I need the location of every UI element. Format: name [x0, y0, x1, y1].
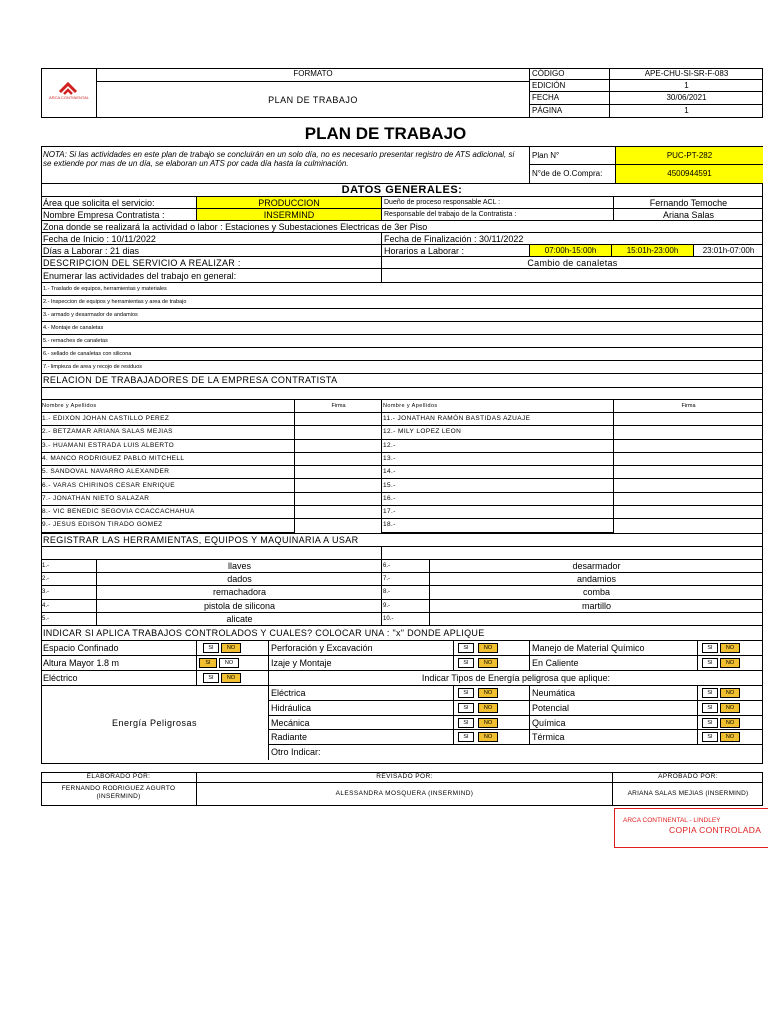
codigo-value: APE-CHU-SI-SR-F-083: [610, 68, 763, 80]
oc-label: N°de de O.Compra:: [530, 165, 616, 183]
worker-firma: [614, 480, 763, 493]
edicion-label: EDICIÓN: [530, 80, 610, 92]
ctrl-electrico-label: Eléctrico: [41, 671, 197, 686]
activity-item: 4.- Montaje de canaletas: [41, 322, 763, 335]
tool-name: comba: [430, 586, 763, 600]
worker-firma: [295, 426, 382, 439]
controlados-title: INDICAR SI APLICA TRABAJOS CONTROLADOS Y CUALES? COLOCAR UNA : "x" DONDE APLIQUE: [41, 627, 763, 641]
energia-radiante-no[interactable]: NO: [478, 732, 498, 742]
tool-number: 9.-: [382, 600, 430, 613]
worker-row: 17.-: [382, 506, 614, 519]
ctrl-altura-label: Altura Mayor 1.8 m: [41, 656, 197, 671]
ctrl-caliente-label: En Caliente: [530, 656, 698, 671]
tool-number: 5.-: [41, 613, 97, 626]
energia-mecanica-no[interactable]: NO: [478, 718, 498, 728]
pagina-value: 1: [684, 106, 689, 115]
dueno-label: Dueño de proceso responsable ACL :: [382, 197, 614, 209]
copia-controlada-stamp: [614, 808, 768, 848]
fecha-value: 30/06/2021: [610, 92, 763, 105]
stamp-line-2: COPIA CONTROLADA: [669, 825, 762, 835]
area-value: PRODUCCION: [197, 197, 382, 209]
ctrl-espacio-label: Espacio Confinado: [41, 641, 197, 656]
energia-right-options: [698, 686, 763, 701]
worker-firma: [614, 453, 763, 466]
worker-row: 16.-: [382, 493, 614, 506]
descripcion-label: DESCRIPCION DEL SERVICIO A REALIZAR :: [41, 257, 382, 269]
relacion-blank: [41, 388, 763, 400]
ctrl-espacio-no[interactable]: NO: [221, 643, 241, 653]
tool-name: desarmador: [430, 560, 763, 573]
worker-row: 13.-: [382, 453, 614, 466]
elaborado-label: ELABORADO POR:: [41, 772, 197, 783]
tool-number: 3.-: [41, 586, 97, 600]
worker-row: 12.-: [382, 440, 614, 453]
activity-item: 6.- sellado de canaletas con silicona: [41, 348, 763, 361]
ctrl-espacio-si[interactable]: SI: [203, 643, 219, 653]
responsable-value: Ariana Salas: [614, 209, 763, 221]
energia-right-options: [698, 730, 763, 745]
energia-mid-options: [454, 701, 530, 716]
worker-row: 6.- VARAS CHIRINOS CESAR ENRIQUE: [41, 480, 295, 493]
worker-row: 8.- VIC BENEDIC SEGOVIA CCACCACHAHUA: [41, 506, 295, 519]
tool-number: 2.-: [41, 573, 97, 586]
worker-firma: [614, 440, 763, 453]
worker-row: 18.-: [382, 519, 614, 533]
energia-label: Energía Peligrosas: [41, 686, 269, 760]
pagina-label: PÁGINA: [530, 105, 610, 118]
tool-number: 1.-: [41, 560, 97, 573]
tool-name: remachadora: [97, 586, 382, 600]
activity-item: 2.- Inspeccion de equipos y herramientas y area de trabajo: [41, 296, 763, 309]
tool-name: llaves: [97, 560, 382, 573]
workers-header-firma-left: Firma: [295, 400, 382, 413]
ctrl-altura-options: [197, 656, 269, 671]
energia-right-options: [698, 701, 763, 716]
worker-row: 15.-: [382, 480, 614, 493]
responsable-label: Responsable del trabajo de la Contratista :: [382, 209, 614, 221]
tool-name: pistola de silicona: [97, 600, 382, 613]
ctrl-electrico-options: [197, 671, 269, 686]
energia-radiante-si[interactable]: SI: [458, 732, 474, 742]
worker-row: 9.- JESUS EDISON TIRADO GOMEZ: [41, 519, 295, 533]
doc-title: PLAN DE TRABAJO: [97, 82, 530, 118]
worker-firma: [614, 426, 763, 439]
ctrl-electrico-no[interactable]: NO: [221, 673, 241, 683]
energia-mid-label: Mecánica: [269, 716, 454, 730]
tool-number: 10.-: [382, 613, 430, 626]
tool-name: alicate: [97, 613, 382, 626]
energia-title: Indicar Tipos de Energía peligrosa que aplique:: [269, 671, 763, 686]
relacion-title: RELACION DE TRABAJADORES DE LA EMPRESA CONTRATISTA: [41, 374, 763, 388]
worker-row: 1.- EDIXON JOHAN CASTILLO PEREZ: [41, 413, 295, 426]
ctrl-caliente-si[interactable]: SI: [702, 658, 718, 668]
datos-title: DATOS GENERALES:: [41, 183, 763, 197]
elaborado-cell: [41, 783, 197, 806]
energia-mid-label: Radiante: [269, 730, 454, 745]
activity-item: 5.- remaches de canaletas: [41, 335, 763, 348]
worker-row: 3.- HUAMANI ESTRADA LUIS ALBERTO: [41, 440, 295, 453]
worker-firma: [614, 466, 763, 479]
worker-firma: [614, 493, 763, 506]
worker-firma: [614, 413, 763, 426]
energia-potencial-no[interactable]: NO: [720, 703, 740, 713]
ctrl-altura-no[interactable]: NO: [219, 658, 239, 668]
workers-header-nombre-left: Nombre y Apellidos: [41, 400, 295, 413]
ctrl-altura-si[interactable]: SI: [199, 658, 217, 668]
plan-label: Plan N°: [530, 147, 616, 165]
horario-2: 15:01h-23:00h: [612, 245, 694, 257]
energia-mid-label: Hidráulica: [269, 701, 454, 716]
elaborado-company: (INSERMIND): [96, 793, 141, 800]
ctrl-espacio-options: [197, 641, 269, 656]
energia-mid-options: [454, 686, 530, 701]
worker-firma: [614, 506, 763, 519]
worker-row: 12.- MILY LOPEZ LEON: [382, 426, 614, 439]
worker-firma: [295, 453, 382, 466]
worker-firma: [295, 413, 382, 426]
dueno-value: Fernando Temoche: [614, 197, 763, 209]
activity-item: 3.- armado y desarmador de andamios: [41, 309, 763, 322]
worker-row: 5. SANDOVAL NAVARRO ALEXANDER: [41, 466, 295, 479]
fecha-fin: Fecha de Finalización : 30/11/2022: [382, 233, 763, 245]
ctrl-izaje-si[interactable]: SI: [458, 658, 474, 668]
logo-cell: [41, 68, 97, 118]
herr-blank-divider: [41, 547, 382, 560]
ctrl-manejo-label: Manejo de Material Químico: [530, 641, 698, 656]
energia-right-label: Potencial: [530, 701, 698, 716]
energia-hidraulica-si[interactable]: SI: [458, 703, 474, 713]
ctrl-manejo-si[interactable]: SI: [702, 643, 718, 653]
energia-termica-si[interactable]: SI: [702, 732, 718, 742]
descripcion-value: Cambio de canaletas: [382, 257, 763, 269]
worker-row: 2.- BETZAMAR ARIANA SALAS MEJIAS: [41, 426, 295, 439]
ctrl-electrico-si[interactable]: SI: [203, 673, 219, 683]
ctrl-perforacion-options: [454, 641, 530, 656]
fecha-inicio: Fecha de Inicio : 10/11/2022: [41, 233, 382, 245]
enumerar-label: Enumerar las actividades del trabajo en general:: [41, 270, 763, 283]
energia-mecanica-si[interactable]: SI: [458, 718, 474, 728]
activity-item: 1.- Traslado de equipos, herramientas y materiales: [41, 283, 763, 296]
elaborado-name: FERNANDO RODRIGUEZ AGURTO: [61, 785, 176, 792]
aprobado-name: ARIANA SALAS MEJIAS (INSERMIND): [627, 790, 749, 797]
zona-row: Zona donde se realizará la actividad o labor : Estaciones y Subestaciones Electricas de 3er Piso: [41, 221, 763, 233]
ctrl-izaje-label: Izaje y Montaje: [269, 656, 454, 671]
ctrl-manejo-options: [698, 641, 763, 656]
energia-quimica-si[interactable]: SI: [702, 718, 718, 728]
ctrl-perforacion-no[interactable]: NO: [478, 643, 498, 653]
energia-electrica-si[interactable]: SI: [458, 688, 474, 698]
formato-label: FORMATO: [97, 68, 530, 82]
logo-text: ARCA CONTINENTAL: [49, 95, 89, 100]
otro-indicar: Otro Indicar:: [271, 747, 321, 757]
herramientas-title: REGISTRAR LAS HERRAMIENTAS, EQUIPOS Y MAQUINARIA A USAR: [41, 533, 763, 547]
horario-1: 07:00h-15:00h: [530, 245, 612, 257]
ctrl-caliente-no[interactable]: NO: [720, 658, 740, 668]
fecha-label: FECHA: [530, 92, 610, 105]
energia-electrica-no[interactable]: NO: [478, 688, 498, 698]
energia-neumatica-no[interactable]: NO: [720, 688, 740, 698]
energia-mid-options: [454, 730, 530, 745]
worker-firma: [295, 466, 382, 479]
energia-right-label: Neumática: [530, 686, 698, 701]
empresa-value: INSERMIND: [197, 209, 382, 221]
revisado-label: REVISADO POR:: [197, 772, 613, 783]
codigo-label: CÓDIGO: [530, 68, 610, 80]
tool-name: [430, 613, 763, 626]
ctrl-perforacion-label: Perforación y Excavación: [269, 641, 454, 656]
energia-mid-options: [454, 716, 530, 730]
tool-name: martillo: [430, 600, 763, 613]
energia-potencial-si[interactable]: SI: [702, 703, 718, 713]
dias-laborar: Días a Laborar : 21 dias: [41, 245, 382, 257]
worker-row: 14.-: [382, 466, 614, 479]
ctrl-perforacion-si[interactable]: SI: [458, 643, 474, 653]
worker-firma: [295, 506, 382, 519]
stamp-line-1: ARCA CONTINENTAL - LINDLEY: [623, 817, 721, 824]
revisado-name: ALESSANDRA MOSQUERA (INSERMIND): [197, 783, 613, 806]
energia-right-options: [698, 716, 763, 730]
worker-row: 7.- JONATHAN NIETO SALAZAR: [41, 493, 295, 506]
energia-neumatica-si[interactable]: SI: [702, 688, 718, 698]
nota-text: NOTA: Si las actividades en este plan de trabajo se concluirán en un solo día, no es necesario presentar registro de ATS adicional, si se extiende por mas de un día, se elaboran un ATS por cada día hasta la culminación.: [41, 147, 530, 183]
energia-quimica-no[interactable]: NO: [720, 718, 740, 728]
worker-firma: [295, 480, 382, 493]
plan-value: PUC-PT-282: [616, 147, 763, 165]
energia-termica-no[interactable]: NO: [720, 732, 740, 742]
tool-name: andamios: [430, 573, 763, 586]
arca-logo-icon: [58, 82, 78, 96]
horarios-label: Horarios a Laborar :: [382, 245, 530, 257]
activity-item: 7.- limpieza de area y recojo de residuos: [41, 361, 763, 374]
ctrl-izaje-options: [454, 656, 530, 671]
worker-firma: [295, 440, 382, 453]
worker-row: 4. MANCO RODRIGUEZ PABLO MITCHELL: [41, 453, 295, 466]
tool-number: 6.-: [382, 560, 430, 573]
empresa-label: Nombre Empresa Contratista :: [41, 209, 197, 221]
workers-header-nombre-right: Nombre y Apellidos: [382, 400, 614, 413]
aprobado-label: APROBADO POR:: [613, 772, 763, 783]
energia-right-label: Química: [530, 716, 698, 730]
area-label: Área que solicita el servicio:: [41, 197, 197, 209]
tool-number: 8.-: [382, 586, 430, 600]
horario-3: 23:01h-07:00h: [694, 245, 763, 257]
worker-firma: [295, 493, 382, 506]
ctrl-manejo-no[interactable]: NO: [720, 643, 740, 653]
main-title: PLAN DE TRABAJO: [304, 124, 467, 143]
ctrl-izaje-no[interactable]: NO: [478, 658, 498, 668]
worker-row: 11.- JONATHAN RAMÓN BASTIDAS AZUAJE: [382, 413, 614, 426]
energia-right-label: Térmica: [530, 730, 698, 745]
workers-header-firma-right: Firma: [614, 400, 763, 413]
energia-mid-label: Eléctrica: [269, 686, 454, 701]
tool-number: 4.-: [41, 600, 97, 613]
tool-name: dados: [97, 573, 382, 586]
ctrl-caliente-options: [698, 656, 763, 671]
tool-number: 7.-: [382, 573, 430, 586]
edicion-value: 1: [610, 80, 763, 92]
oc-value: 4500944591: [616, 165, 763, 183]
energia-hidraulica-no[interactable]: NO: [478, 703, 498, 713]
